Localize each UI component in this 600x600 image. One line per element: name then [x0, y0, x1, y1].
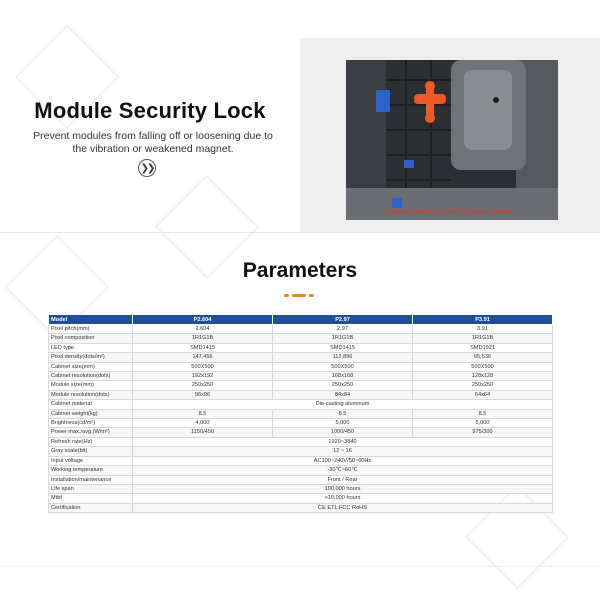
- parameter-name: Module size(mm): [49, 381, 133, 390]
- parameter-value: AC100~240V/50~60Hz: [133, 456, 553, 465]
- title-accent-dots: [284, 294, 316, 298]
- parameter-value: 147,456: [133, 353, 273, 362]
- parameter-value: 96x96: [133, 390, 273, 399]
- parameter-value: SMD1415: [273, 343, 413, 352]
- column-header: P2.604: [133, 315, 273, 325]
- parameter-name: Power max./avg.(W/m²): [49, 428, 133, 437]
- photo-caption: Module Security Lock for Rear Service: [386, 207, 514, 216]
- parameter-value: 84x84: [273, 390, 413, 399]
- footer-divider: [0, 566, 600, 567]
- table-row: [49, 494, 553, 503]
- table-row: [49, 343, 553, 352]
- parameter-name: Pixel composition: [49, 334, 133, 343]
- parameter-name: Pixel density(dots/m²): [49, 353, 133, 362]
- parameter-value: 250x250: [133, 381, 273, 390]
- parameter-value: 4,000: [133, 419, 273, 428]
- parameter-value: 2.604: [133, 325, 273, 334]
- parameters-table-header: [49, 315, 553, 325]
- table-row: [49, 437, 553, 446]
- section-divider: [0, 232, 600, 233]
- parameter-value: 250x250: [273, 381, 413, 390]
- parameter-value: 8.5: [413, 409, 553, 418]
- parameter-value: 500X500: [133, 362, 273, 371]
- parameter-name: Cabinet size(mm): [49, 362, 133, 371]
- column-header: Model: [49, 315, 133, 325]
- cabinet-illustration: [346, 60, 558, 220]
- table-row: [49, 390, 553, 399]
- parameter-value: 128x128: [413, 372, 553, 381]
- parameter-value: 1R1G1B: [413, 334, 553, 343]
- table-row: [49, 409, 553, 418]
- parameter-value: 168x168: [273, 372, 413, 381]
- parameters-title: Parameters: [242, 259, 358, 282]
- product-photo-frame: [300, 38, 600, 232]
- parameter-value: 8.5: [133, 409, 273, 418]
- table-row: [49, 334, 553, 343]
- table-row: [49, 419, 553, 428]
- parameter-name: Cabinet weight(kg): [49, 409, 133, 418]
- parameter-value: 65,536: [413, 353, 553, 362]
- parameter-value: 100,000 hours: [133, 484, 553, 493]
- column-header: P3.91: [413, 315, 553, 325]
- feature-section: [0, 0, 600, 232]
- parameter-value: 1000/450: [273, 428, 413, 437]
- parameter-value: 1R1G1B: [273, 334, 413, 343]
- parameter-name: Module resolution(dots): [49, 390, 133, 399]
- table-row: [49, 353, 553, 362]
- parameter-value: SMD1415: [133, 343, 273, 352]
- parameter-value: 12 ~ 16: [133, 447, 553, 456]
- more-button[interactable]: [138, 159, 156, 177]
- parameter-name: Life span: [49, 484, 133, 493]
- parameter-value: CE ETL FCC RoHS: [133, 503, 553, 512]
- parameter-name: Working temperature: [49, 466, 133, 475]
- parameter-value: 8.5: [273, 409, 413, 418]
- parameter-value: Front / Rear: [133, 475, 553, 484]
- parameter-name: Mtbf: [49, 494, 133, 503]
- parameter-name: Certification: [49, 503, 133, 512]
- parameter-name: Pixel pitch(mm): [49, 325, 133, 334]
- table-row: [49, 503, 553, 512]
- parameter-value: 1R1G1B: [133, 334, 273, 343]
- table-row: [49, 466, 553, 475]
- parameter-name: Cabinet resolution(dots): [49, 372, 133, 381]
- table-row: [49, 400, 553, 409]
- parameter-value: 2.97: [273, 325, 413, 334]
- parameter-value: -30℃~60℃: [133, 466, 553, 475]
- parameter-value: 975/300: [413, 428, 553, 437]
- parameter-name: Installation/maintenance: [49, 475, 133, 484]
- table-row: [49, 447, 553, 456]
- double-chevron-right-icon: ❯❯: [140, 162, 154, 174]
- parameter-value: 250x250: [413, 381, 553, 390]
- parameter-name: LED type: [49, 343, 133, 352]
- column-header: P2.97: [273, 315, 413, 325]
- parameter-value: 112,896: [273, 353, 413, 362]
- table-row: [49, 381, 553, 390]
- table-row: [49, 325, 553, 334]
- table-row: [49, 428, 553, 437]
- parameter-value: >10,000 hours: [133, 494, 553, 503]
- parameter-value: SMD1921: [413, 343, 553, 352]
- feature-description: Prevent modules from falling off or loosening due to the vibration or weakened magnet.: [33, 130, 273, 155]
- parameter-value: 1150/450: [133, 428, 273, 437]
- table-row: [49, 372, 553, 381]
- parameter-value: 64x64: [413, 390, 553, 399]
- parameter-name: Cabinet material: [49, 400, 133, 409]
- parameter-value: 500X500: [413, 362, 553, 371]
- parameter-value: 500X500: [273, 362, 413, 371]
- parameter-value: 5,000: [273, 419, 413, 428]
- feature-title: Module Security Lock: [34, 98, 266, 123]
- parameter-value: 3.91: [413, 325, 553, 334]
- parameter-value: 5,000: [413, 419, 553, 428]
- parameter-name: Refresh rate(Hz): [49, 437, 133, 446]
- security-lock-photo: [346, 60, 558, 220]
- parameters-table-body: [49, 325, 553, 513]
- table-row: [49, 484, 553, 493]
- parameter-name: Brightness(cd/m²): [49, 419, 133, 428]
- parameter-name: Input voltage: [49, 456, 133, 465]
- table-row: [49, 362, 553, 371]
- table-row: [49, 475, 553, 484]
- parameter-value: Die-casting aluminum: [133, 400, 553, 409]
- parameter-name: Gray scale(bit): [49, 447, 133, 456]
- parameters-table: [48, 314, 553, 513]
- table-row: [49, 456, 553, 465]
- parameter-value: 1920~3840: [133, 437, 553, 446]
- parameter-value: 192x192: [133, 372, 273, 381]
